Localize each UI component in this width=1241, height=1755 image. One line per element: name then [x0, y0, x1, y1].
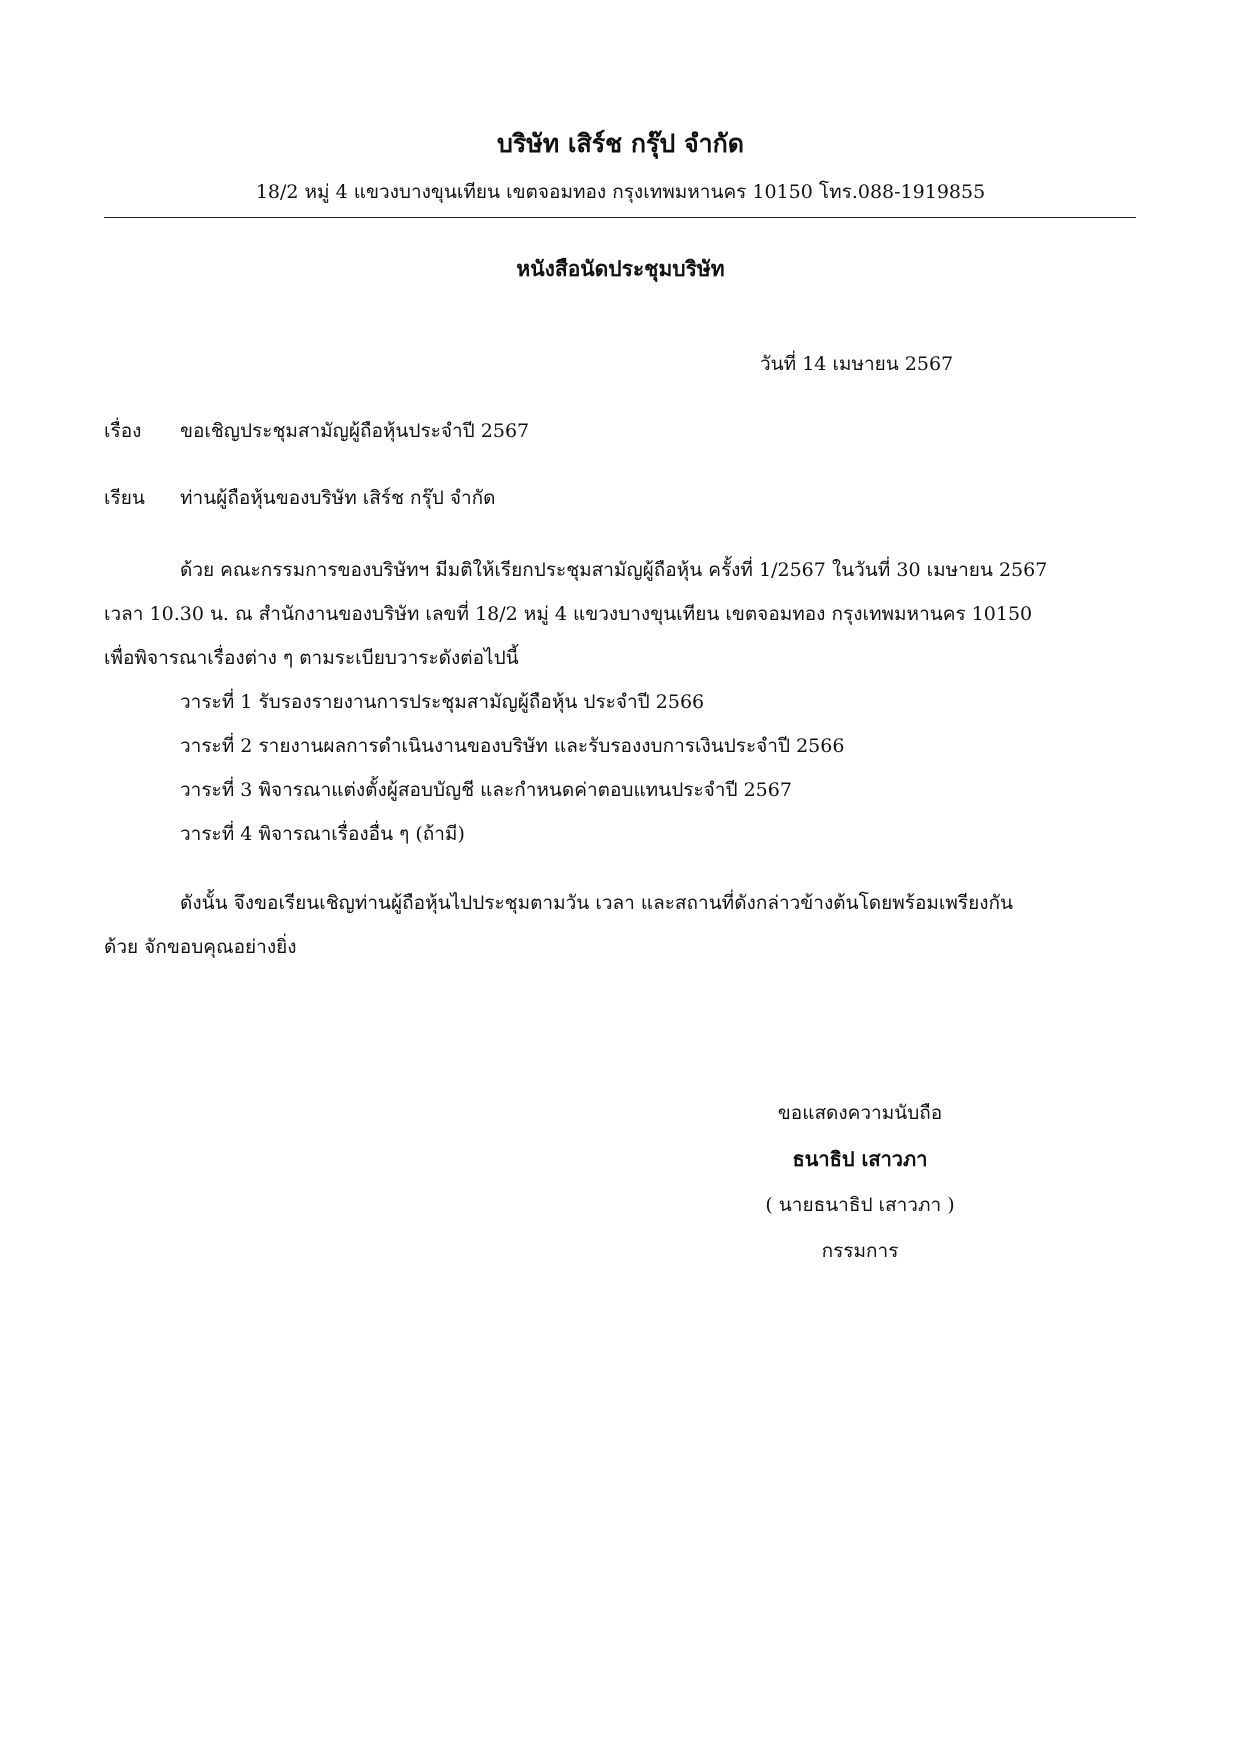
- subject-text: ขอเชิญประชุมสามัญผู้ถือหุ้นประจำปี 2567: [180, 420, 530, 442]
- document-title: หนังสือนัดประชุมบริษัท: [516, 256, 725, 281]
- intro-line-2: เวลา 10.30 น. ณ สำนักงานของบริษัท เลขที่ 18/2 หมู่ 4 แขวงบางขุนเทียน เขตจอมทอง กรุงเทพมหานคร 10150: [104, 603, 1033, 625]
- closing-paragraph: [104, 881, 1136, 969]
- closing-line-2: ด้วย จักขอบคุณอย่างยิ่ง: [104, 936, 297, 958]
- intro-line-1: ด้วย คณะกรรมการของบริษัทฯ มีมติให้เรียกประชุมสามัญผู้ถือหุ้น ครั้งที่ 1/2567 ในวันที่ 30 เมษายน 2567: [180, 559, 1048, 581]
- recipient-row: [104, 484, 1104, 512]
- recipient-label: เรียน: [104, 487, 145, 509]
- company-name: บริษัท เสิร์ช กรุ๊ป จำกัด: [496, 129, 745, 158]
- agenda-item-2: วาระที่ 2 รายงานผลการดำเนินงานของบริษัท และรับรองงบการเงินประจำปี 2566: [180, 735, 845, 757]
- subject-label: เรื่อง: [104, 420, 142, 442]
- signature-full-name: ( นายธนาธิป เสาวภา ): [765, 1194, 955, 1216]
- agenda-item-1: วาระที่ 1 รับรองรายงานการประชุมสามัญผู้ถือหุ้น ประจำปี 2566: [180, 691, 705, 713]
- company-address: 18/2 หมู่ 4 แขวงบางขุนเทียน เขตจอมทอง กรุงเทพมหานคร 10150 โทร.088-1919855: [255, 181, 986, 203]
- signature-closing: ขอแสดงความนับถือ: [777, 1102, 943, 1124]
- closing-line-1: ดังนั้น จึงขอเรียนเชิญท่านผู้ถือหุ้นไปประชุมตามวัน เวลา และสถานที่ดังกล่าวข้างต้นโดยพร้อมเพรียงกัน: [180, 892, 1014, 914]
- agenda-list: [180, 680, 1080, 856]
- agenda-item-3: วาระที่ 3 พิจารณาแต่งตั้งผู้สอบบัญชี และกำหนดค่าตอบแทนประจำปี 2567: [180, 779, 792, 801]
- header-divider: [104, 217, 1136, 218]
- agenda-section: [180, 680, 1080, 856]
- signature-name: ธนาธิป เสาวภา: [792, 1147, 928, 1171]
- document-date: วันที่ 14 เมษายน 2567: [760, 353, 954, 375]
- intro-paragraph: [104, 548, 1136, 680]
- signature-position: กรรมการ: [821, 1240, 899, 1262]
- subject-row: [104, 417, 1104, 445]
- recipient-text: ท่านผู้ถือหุ้นของบริษัท เสิร์ช กรุ๊ป จำกัด: [180, 487, 496, 509]
- agenda-item-4: วาระที่ 4 พิจารณาเรื่องอื่น ๆ (ถ้ามี): [180, 823, 465, 845]
- signature-block: [700, 1090, 1020, 1274]
- intro-line-3: เพื่อพิจารณาเรื่องต่าง ๆ ตามระเบียบวาระดังต่อไปนี้: [104, 647, 519, 669]
